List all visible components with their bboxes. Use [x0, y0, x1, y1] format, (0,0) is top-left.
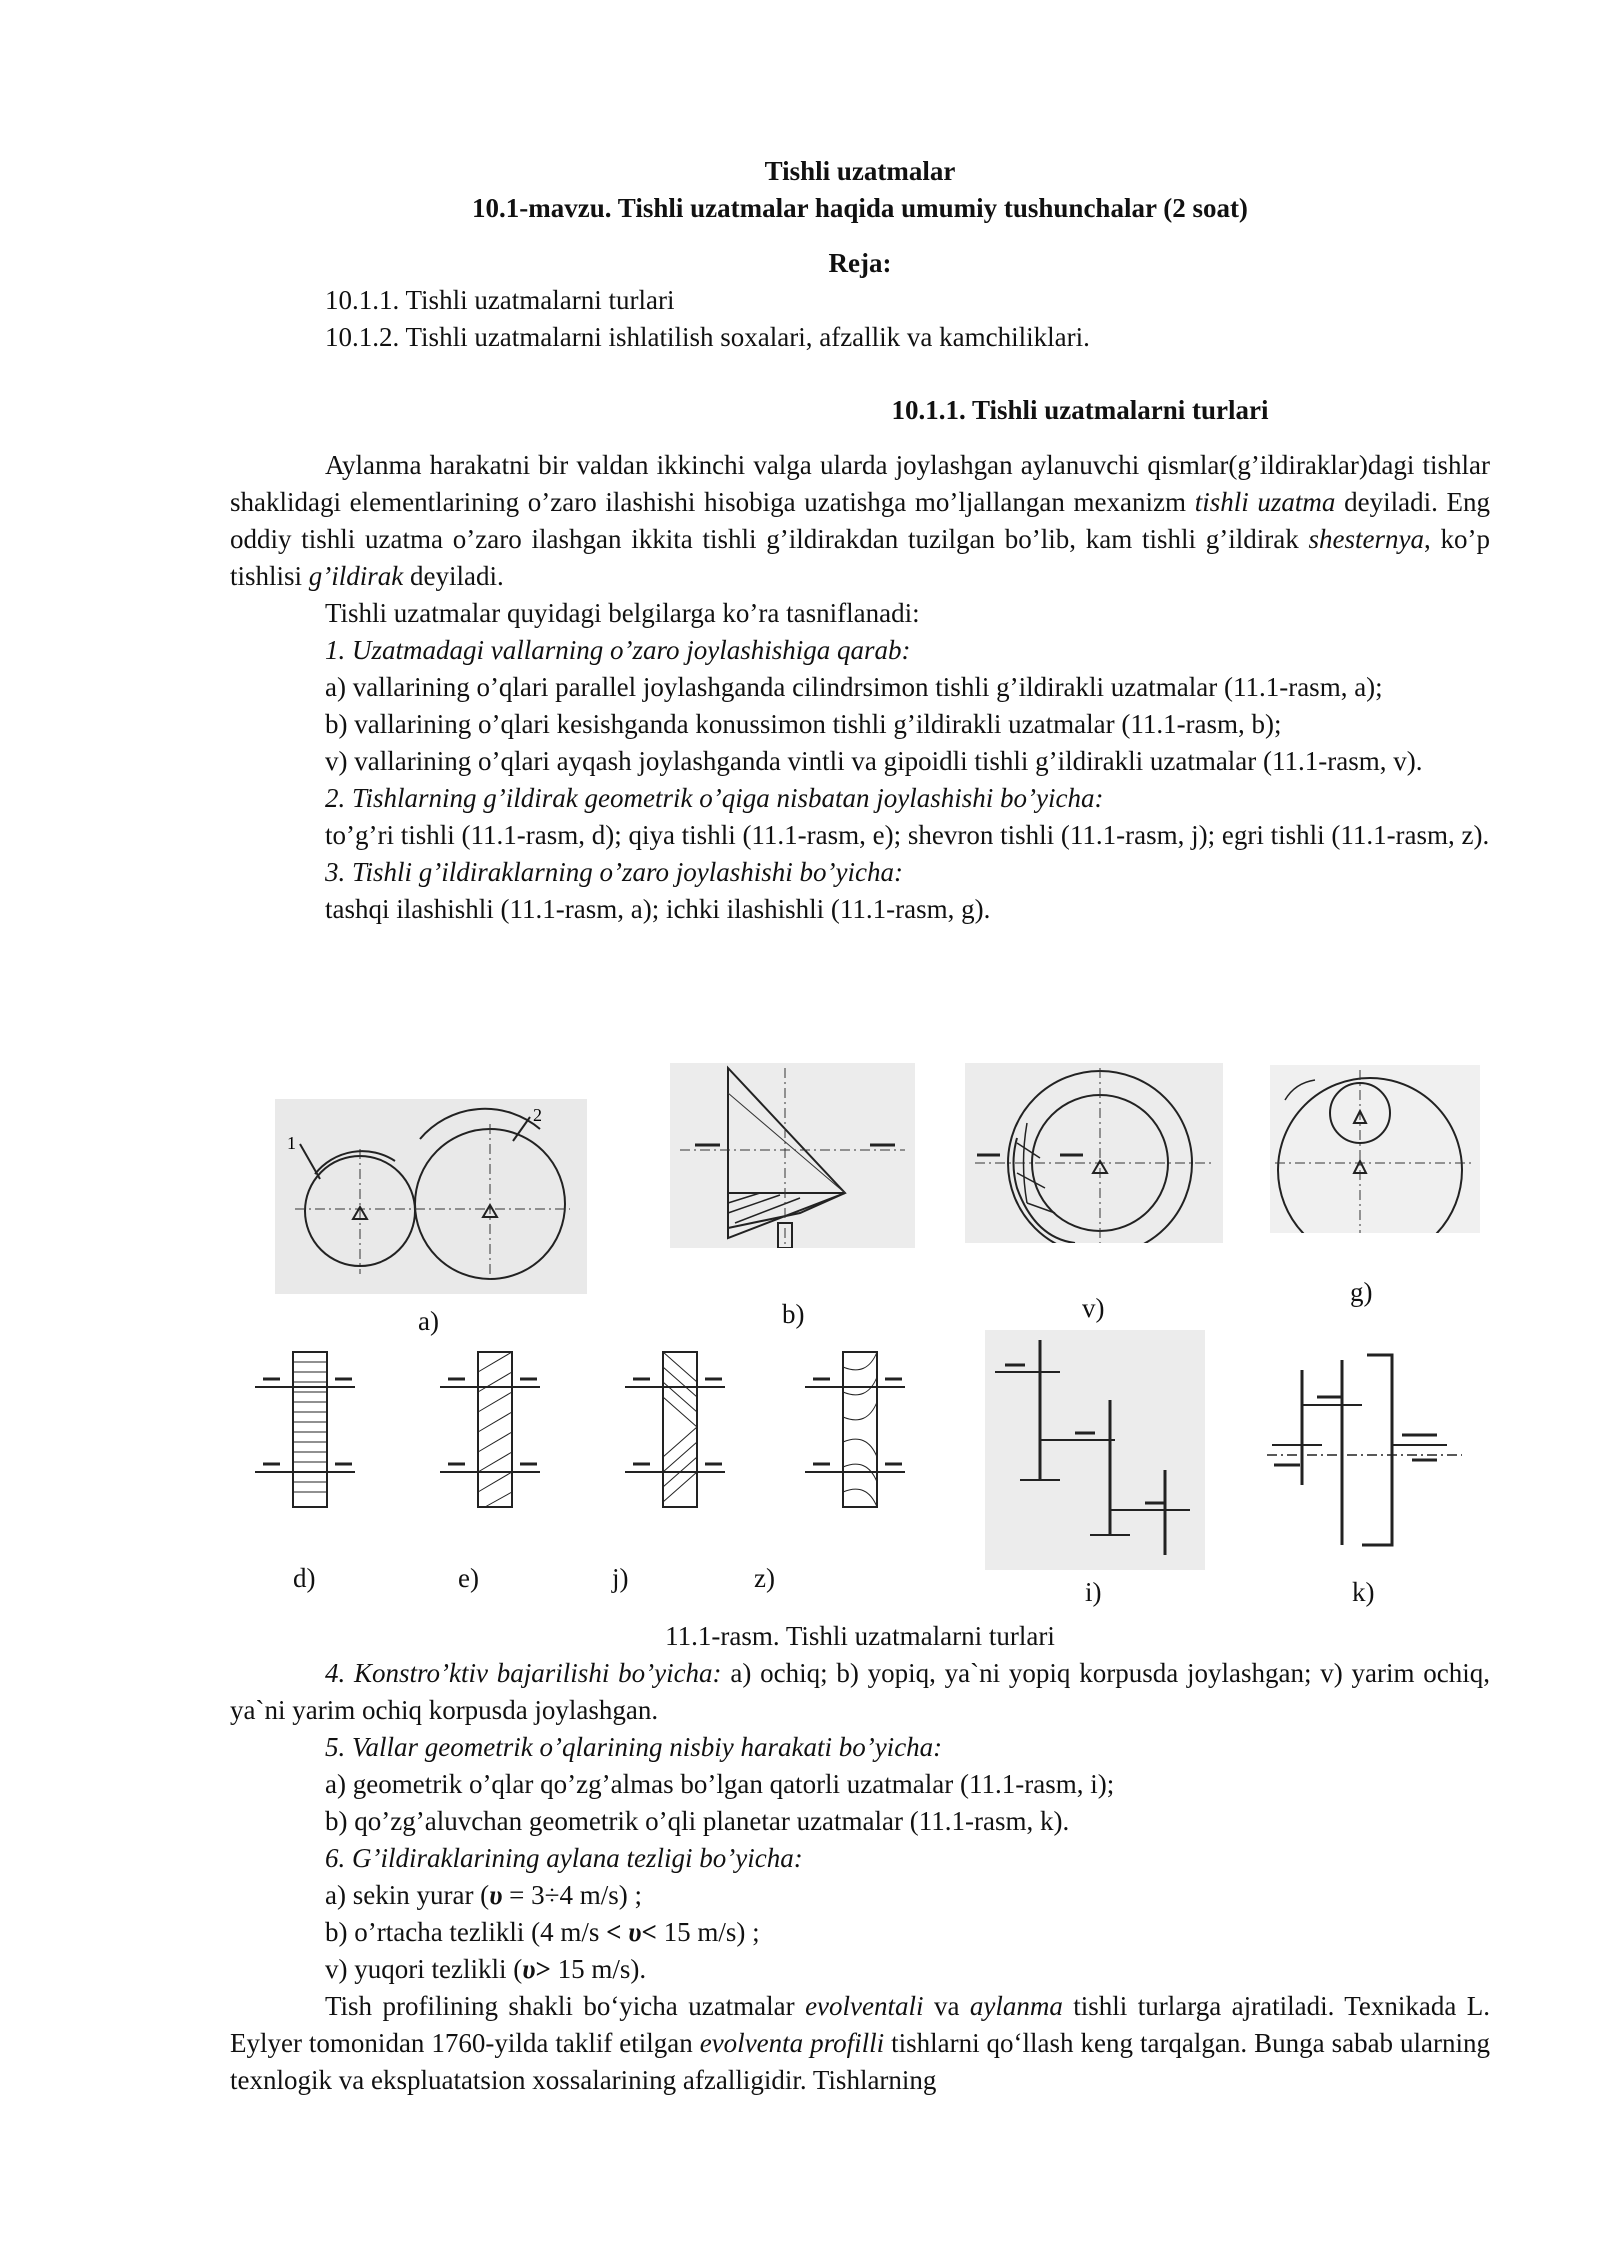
criterion-1-b: b) vallarining o’qlari kesishganda konussimon tishli g’ildirakli uzatmalar (11.1-rasm, b);	[325, 709, 1282, 739]
criterion-6-a: a) sekin yurar (υ = 3÷4 m/s) ;	[325, 1880, 642, 1910]
criterion-5-b: b) qo’zg’aluvchan geometrik o’qli planetar uzatmalar (11.1-rasm, k).	[325, 1806, 1070, 1836]
drawing-k-planetary	[1262, 1345, 1462, 1565]
criterion-3-text: tashqi ilashishli (11.1-rasm, a); ichki ilashishli (11.1-rasm, g).	[325, 894, 991, 924]
figure-caption: 11.1-rasm. Tishli uzatmalarni turlari	[665, 1621, 1055, 1651]
paragraph-classification: Tishli uzatmalar quyidagi belgilarga ko’ra tasniflanadi:	[325, 598, 920, 628]
label-k: k)	[1352, 1577, 1375, 1607]
label-z: z)	[754, 1563, 775, 1593]
label-b: b)	[782, 1299, 805, 1329]
paragraph-definition: Aylanma harakatni bir valdan ikkinchi valga ularda joylashgan aylanuvchi qismlar(g’ildiraklar)dagi tishlar shaklidagi elementlarining o’zaro ilashishi hisobiga uzatishga mo’ljallangan mexanizm tishli uzatma deyiladi. Eng oddiy tishli uzatma o’zaro ilashgan ikkita tishli g’ildirakdan tuzilgan bo’lib, kam tishli g’ildirak shesternya, ko’p tishlisi g’ildirak deyiladi.	[230, 450, 1491, 591]
drawing-b-bevel-gears	[670, 1063, 915, 1248]
drawing-g-internal-gear	[1270, 1065, 1480, 1233]
criterion-1-a: a) vallarining o’qlari parallel joylashganda cilindrsimon tishli g’ildirakli uzatmalar (11.1-rasm, a);	[325, 672, 1383, 702]
drawing-d-straight-teeth	[255, 1347, 355, 1512]
criterion-1-v: v) vallarining o’qlari ayqash joylashganda vintli va gipoidli tishli g’ildirakli uzatmalar (11.1-rasm, v).	[325, 746, 1423, 776]
drawing-i-compound-train	[985, 1330, 1205, 1570]
drawing-z-curved-teeth	[805, 1347, 905, 1512]
drawing-e-helical-teeth	[440, 1347, 540, 1512]
topic-title: 10.1-mavzu. Tishli uzatmalar haqida umumiy tushunchalar (2 soat)	[472, 193, 1248, 223]
section-title: 10.1.1. Tishli uzatmalarni turlari	[891, 395, 1269, 425]
drawing-v-worm-gear	[965, 1063, 1223, 1243]
plan-item-2: 10.1.2. Tishli uzatmalarni ishlatilish soxalari, afzallik va kamchiliklari.	[325, 322, 1090, 352]
label-i: i)	[1085, 1577, 1102, 1607]
paragraph-tooth-profile: Tish profilining shakli bo‘yicha uzatmalar evolventali va aylanma tishli turlarga ajratiladi. Texnikada L. Eylyer tomonidan 1760-yilda taklif etilgan evolventa profilli tishlarni qo‘llash keng tarqalgan. Bunga sabab ularning texnlogik va ekspluatatsion xossalarining afzalligidir. Tishlarning	[230, 1991, 1490, 2095]
criterion-5-title: 5. Vallar geometrik o’qlarining nisbiy harakati bo’yicha:	[325, 1732, 943, 1762]
drawing-number-2: 2	[533, 1105, 542, 1125]
label-v: v)	[1082, 1293, 1105, 1323]
criterion-4: 4. Konstro’ktiv bajarilishi bo’yicha: a) ochiq; b) yopiq, ya`ni yopiq korpusda joylashgan; v) yarim ochiq, ya`ni yarim ochiq korpusda joylashgan.	[230, 1658, 1490, 1725]
criterion-1-title: 1. Uzatmadagi vallarning o’zaro joylashishiga qarab:	[325, 635, 911, 665]
criterion-3-title: 3. Tishli g’ildiraklarning o’zaro joylashishi bo’yicha:	[325, 857, 903, 887]
criterion-6-title: 6. G’ildiraklarining aylana tezligi bo’yicha:	[325, 1843, 803, 1873]
criterion-6-v: v) yuqori tezlikli (υ> 15 m/s).	[325, 1954, 647, 1984]
plan-label: Reja:	[828, 248, 892, 278]
intro-text	[230, 447, 1490, 928]
criterion-6-b: b) o’rtacha tezlikli (4 m/s < υ< 15 m/s) ;	[325, 1917, 760, 1947]
plan-item-1: 10.1.1. Tishli uzatmalarni turlari	[325, 285, 675, 315]
document-title: Tishli uzatmalar	[764, 156, 956, 186]
drawing-a-spur-gears	[275, 1099, 587, 1294]
drawing-number-1: 1	[287, 1133, 296, 1153]
figure-11-1	[0, 1055, 1600, 1615]
label-e: e)	[458, 1563, 479, 1593]
label-d: d)	[293, 1563, 316, 1593]
label-a: a)	[418, 1306, 439, 1336]
criterion-2-text: to’g’ri tishli (11.1-rasm, d); qiya tishli (11.1-rasm, e); shevron tishli (11.1-rasm, j); egri tishli (11.1-rasm, z).	[325, 820, 1490, 850]
label-g: g)	[1350, 1277, 1373, 1307]
criterion-2-title: 2. Tishlarning g’ildirak geometrik o’qiga nisbatan joylashishi bo’yicha:	[325, 783, 1104, 813]
classification-continued	[230, 1655, 1490, 2099]
criterion-5-a: a) geometrik o’qlar qo’zg’almas bo’lgan qatorli uzatmalar (11.1-rasm, i);	[325, 1769, 1115, 1799]
drawing-j-herringbone-teeth	[625, 1347, 725, 1512]
label-j: j)	[612, 1563, 629, 1593]
